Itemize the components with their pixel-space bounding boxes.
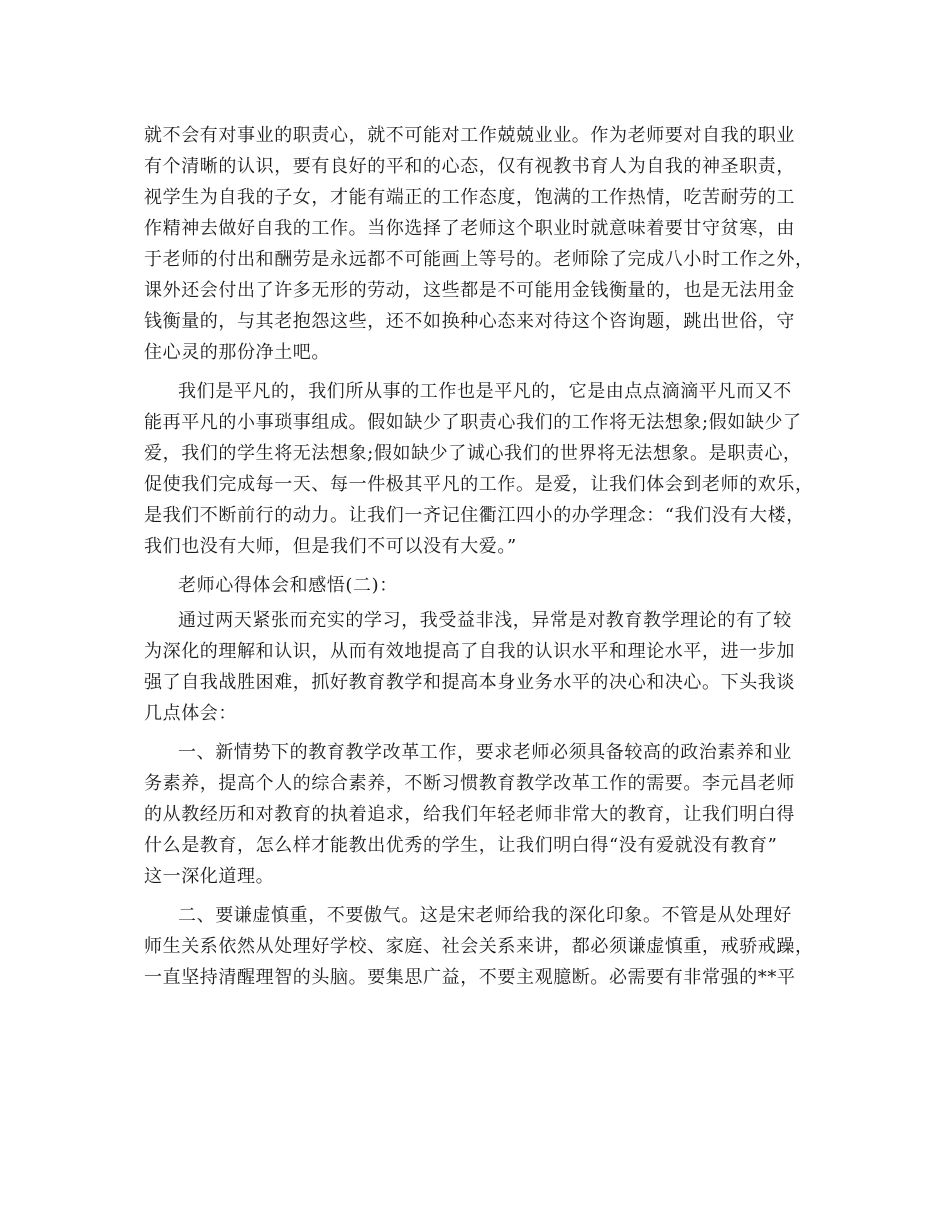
text-line: 的从教经历和对教育的执着追求，给我们年轻老师非常大的教育，让我们明白得 — [144, 804, 795, 825]
paragraph-4 — [144, 737, 806, 892]
text-line: 这一深化道理。 — [144, 866, 275, 887]
text-line: 就不会有对事业的职责心，就不可能对工作兢兢业业。作为老师要对自我的职业 — [144, 125, 795, 146]
text-line: 视学生为自我的子女，才能有端正的工作态度，饱满的工作热情，吃苦耐劳的工 — [144, 187, 795, 208]
text-line: 务素养，提高个人的综合素养，不断习惯教育教学改革工作的需要。李元昌老师 — [144, 773, 795, 794]
text-line: 为深化的理解和认识，从而有效地提高了自我的认识水平和理论水平，进一步加 — [144, 641, 795, 662]
section-heading — [144, 570, 806, 601]
text-line: 能再平凡的小事琐事组成。假如缺少了职责心我们的工作将无法想象;假如缺少了 — [144, 412, 802, 433]
text-line: 什么是教育，怎么样才能教出优秀的学生，让我们明白得“没有爱就没有教育” — [144, 835, 778, 856]
paragraph-2 — [144, 376, 814, 562]
paragraph-3 — [144, 605, 806, 729]
text-line: 一直坚持清醒理智的头脑。要集思广益，不要主观臆断。必需要有非常强的**平 — [144, 967, 796, 988]
text-line: 强了自我战胜困难，抓好教育教学和提高本身业务水平的决心和决心。下头我谈 — [144, 672, 795, 693]
text-line: 师生关系依然从处理好学校、家庭、社会关系来讲，都必须谦虚慎重，戒骄戒躁， — [144, 936, 814, 957]
text-line: 一、新情势下的教育教学改革工作，要求老师必须具备较高的政治素养和业 — [178, 742, 792, 763]
text-line: 我们也没有大师，但是我们不可以没有大爱。” — [144, 536, 517, 557]
text-line: 钱衡量的，与其老抱怨这些，还不如换种心态来对待这个咨询题，跳出世俗，守 — [144, 311, 795, 332]
text-line: 通过两天紧张而充实的学习，我受益非浅，异常是对教育教学理论的有了较 — [178, 610, 792, 631]
text-line: 爱，我们的学生将无法想象;假如缺少了诚心我们的世界将无法想象。是职责心， — [144, 443, 802, 464]
text-line: 我们是平凡的，我们所从事的工作也是平凡的，它是由点点滴滴平凡而又不 — [178, 381, 792, 402]
text-line: 几点体会： — [144, 703, 237, 724]
text-line: 作精神去做好自我的工作。当你选择了老师这个职业时就意味着要甘守贫寒，由 — [144, 218, 795, 239]
document-body — [144, 120, 814, 1001]
text-line: 是我们不断前行的动力。让我们一齐记住衢江四小的办学理念：“我们没有大楼， — [144, 505, 805, 526]
text-line: 促使我们完成每一天、每一件极其平凡的工作。是爱，让我们体会到老师的欢乐， — [144, 474, 814, 495]
text-line: 于老师的付出和酬劳是永远都不可能画上等号的。老师除了完成八小时工作之外， — [144, 249, 814, 270]
text-line: 住心灵的那份净土吧。 — [144, 342, 330, 363]
text-line: 课外还会付出了许多无形的劳动，这些都是不可能用金钱衡量的，也是无法用金 — [144, 280, 795, 301]
section-title: 老师心得体会和感悟(二)： — [178, 575, 398, 596]
paragraph-5 — [144, 900, 814, 993]
text-line: 二、要谦虚慎重，不要傲气。这是宋老师给我的深化印象。不管是从处理好 — [178, 905, 792, 926]
text-line: 有个清晰的认识，要有良好的平和的心态，仅有视教书育人为自我的神圣职责， — [144, 156, 795, 177]
paragraph-1 — [144, 120, 814, 368]
